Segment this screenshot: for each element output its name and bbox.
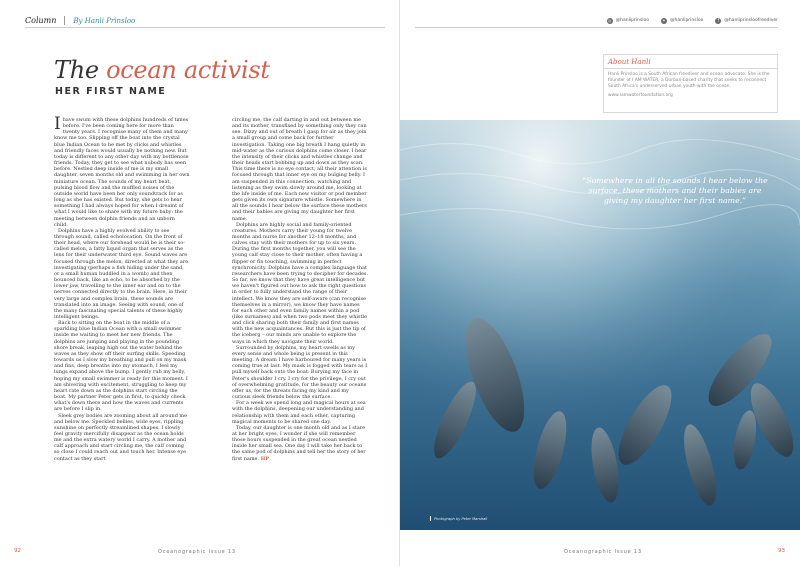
paragraph: Dolphins are highly social and family-oriented creatures. Mothers carry their young for twelve months and nurse for another 12–18 months, and calves stay with their mothers for up to six years. During the first months together, you will see the young calf stay close to their mother, often having a flipper or fin touching, swimming in perfect synchronicity. Dolphins have a complex language that researchers have been trying to decipher for decades. So far, we know that they have great intelligence but we haven't figured out how to ask the right questions in order to fully understand the range of their intellect. We know they are self-aware (can recognise themselves in a mirror), we know they have names for each other and even family names within a pod (like surnames) and when two pods meet they whistle and click sharing both their family and first names with the new acquaintances. But this is just the tip of the iceberg – our minds are unable to explore the ways in which they navigate their world. <box>232 221 369 345</box>
title-the: The <box>54 56 99 84</box>
dolphin-photo <box>400 120 800 530</box>
paragraph-text: have swum with these dolphins hundreds of times before. I've been coming here for more than twenty years. I recognise many of them and many know me too. Slipping off the boat into the crystal blue Indian Ocean to be met by clicks and whistles and friendly faces would usually be nothing new. But today is different to any other day with my bottlenose friends. Today, they get to see what nobody has seen before. Nestled deep inside of me is my small daughter, seven months old and swimming in her own miniature ocean. The sounds of my heart beat, pulsing blood flow and the muffled noises of the outside world have been her only soundtrack for as long as she has existed. But today, she gets to hear something I had always hoped for when I dreamt of what I would like to share with my future baby: the meeting between dolphin friends and an unborn child. <box>54 117 190 228</box>
paragraph: circling me, the calf darting in and out between me and its mother, transfixed by something only they can see. Dizzy and out of breath I gasp for air as they join a small group and come back for further investigation. Taking one big breath I hang quietly in mid-water as the curious dolphins come closer. I hear the intensity of their clicks and whistles change and their heads start bobbing up and down as they scan. This time there is no eye contact, all their attention is focused through that inner eye on my bulging belly. I am suspended in this connection, watching and listening as they swim slowly around me, looking at the life inside of me. Each new visitor or pod member gets given its own signature whistle. Somewhere in all the sounds I hear below the surface these mothers and their babies are giving my daughter her first name. <box>232 117 367 222</box>
social-handle: @hanliprinsloofreediver <box>724 18 778 23</box>
social-instagram[interactable] <box>607 18 649 24</box>
instagram-icon: ◎ <box>607 18 612 23</box>
paragraph: For a week we spend long and magical hours at sea with the dolphins, deepening our understanding and relationship with them and each other, capturing magical moments to be shared one day. <box>232 400 366 425</box>
article-title <box>54 56 270 84</box>
facebook-icon: f <box>715 18 721 24</box>
column-label: Column <box>25 16 65 25</box>
twitter-icon: ✦ <box>662 18 666 23</box>
author-byline: By Hanli Prinsloo <box>73 16 136 25</box>
credit-divider <box>430 516 431 521</box>
page-number-left: 92 <box>14 548 21 554</box>
social-facebook[interactable] <box>715 18 778 24</box>
issue-footer-left: Oceanographic Issue 13 <box>158 549 236 555</box>
article-column-1 <box>54 114 190 462</box>
paragraph-text: Today, our daughter is one month old and as I stare at her bright eyes, I wonder if she will remember those hours suspended in the great ocean nestled inside her small sea. One day I will take her back to the same pod of dolphins and tell her the story of her first name. <box>232 424 366 462</box>
pull-quote: “Somewhere in all the sounds I hear below the surface, these mothers and their babies are giving my daughter her first name.” <box>582 176 768 205</box>
right-page <box>400 0 800 566</box>
issue-footer-right: Oceanographic Issue 13 <box>564 549 642 555</box>
paragraph: Surrounded by dolphins, my heart swells as my every sense and whole being is present in this meeting. A dream I have harboured for many years is coming true at last. My mask is fogged with tears as I pull myself back onto the boat. Burying my face in Peter's shoulder I cry. I cry for the privilege, I cry out of overwhelming gratitude, for the beauty our oceans offer us, for the threats facing my kind and my curious sleek friends below the surface. <box>232 344 368 401</box>
page-number-right: 93 <box>778 548 785 554</box>
about-link[interactable]: www.iamwaterfoundation.org <box>608 93 673 98</box>
paragraph: Back to sitting on the boat in the middle of a sparkling blue Indian Ocean with a small swimmer inside me waiting to meet her new friends. The dolphins are jumping and playing in the pounding shore break, leaping high out the water behind the waves as they show off their surfing skills. Speeding towards us I slow my breathing and pull on my mask and fins, deep breaths into my stomach, I feel my lungs expand above the bump. I gently rub my belly, hoping my small swimmer is ready for this moment. I am shivering with excitement, struggling to keep my heart rate down as the dolphins start circling the boat. My partner Peter gets in first, to quickly check what's down there and how the waves and currents are before I slip in. <box>54 320 188 413</box>
photo-credit <box>430 516 487 521</box>
photo-credit-text: Photograph by Peter Marshall <box>434 516 488 521</box>
paragraph <box>54 114 190 228</box>
drop-cap: I <box>54 114 61 134</box>
paragraph: Sleek grey bodies are zooming about all around me and below me. Speckled bellies, wide eyes, rippling sunshine on perfectly streamlined shapes. I slowly feel gravity mercifully disappear as the ocean holds me and the extra watery world I carry. A mother and calf approach and start circling me, the calf coming so close I could reach out and touch her. Intense eye contact as they start <box>54 412 188 462</box>
title-accent: ocean activist <box>106 56 270 84</box>
about-box <box>603 54 778 113</box>
paragraph <box>232 425 368 462</box>
social-handle: @hanliprinsloo <box>615 18 649 23</box>
about-text: Hanli Prinsloo is a South African freediver and ocean advocate. She is the founder of I AM WATER, a Durban-based charity that seeks to reconnect South Africa's underserved urban youth with the ocean. <box>608 72 770 89</box>
social-twitter[interactable] <box>661 18 703 24</box>
social-handle: @hanliprinsloo <box>669 18 704 23</box>
about-title: About Hanli <box>604 55 777 69</box>
paragraph: Dolphins have a highly evolved ability to see through sound, called echolocation. On the front of their head, where our forehead would be is their so-called melon, a fatty liquid organ that serves as the lens for their underwater third eye. Sound waves are focused through the melon, directed at what they are investigating (perhaps a fish hiding under the sand, or a small human huddled in a womb) and then bounced back, like an echo, to be absorbed by the lower jaw, travelling to the inner ear and on to the nerves connected directly to the brain. Here, in their very large and complex brain, these sounds are translated into an image. Seeing with sound, one of the many fascinating special talents of these highly intelligent beings. <box>54 227 189 320</box>
article-subtitle: HER FIRST NAME <box>55 86 167 97</box>
column-header <box>25 14 385 28</box>
article-column-2 <box>232 117 368 462</box>
end-mark: HP <box>260 455 270 462</box>
social-header <box>415 14 778 28</box>
